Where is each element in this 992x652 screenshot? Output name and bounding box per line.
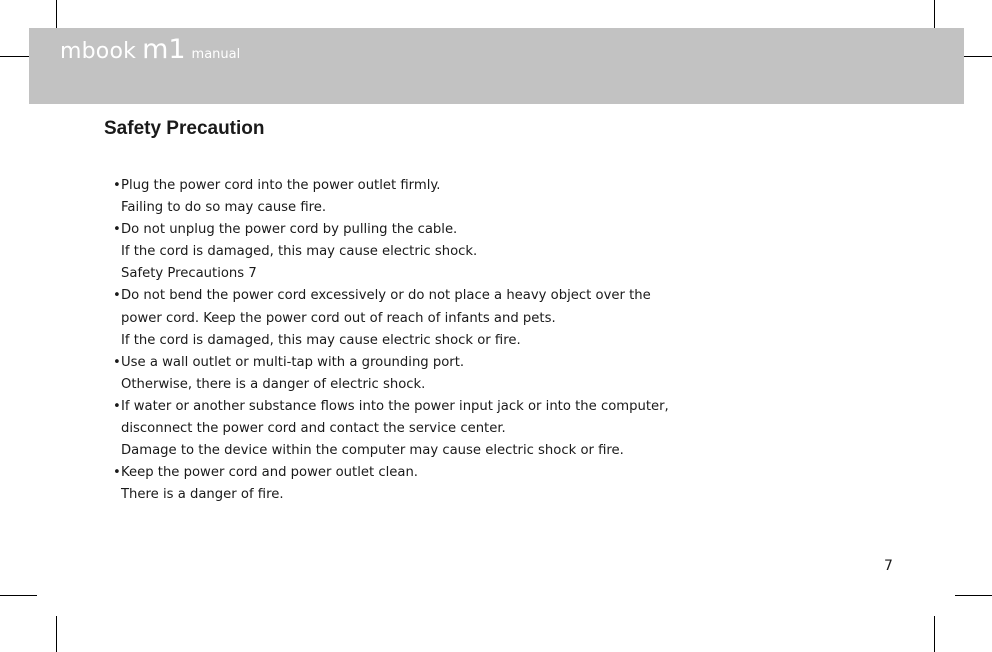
bullet-continuation xyxy=(113,418,673,440)
bullet-item xyxy=(113,219,673,241)
bullet-icon: • xyxy=(113,354,121,370)
bullet-continuation xyxy=(113,484,673,506)
bullet-icon: • xyxy=(113,222,121,238)
crop-mark-bottom-right-horizontal xyxy=(955,595,992,596)
crop-mark-bottom-left-horizontal xyxy=(0,595,37,596)
brand-model: m1 xyxy=(142,34,186,65)
bullet-continuation xyxy=(113,197,673,219)
line-text: Safety Precautions 7 xyxy=(121,266,257,282)
line-text: Otherwise, there is a danger of electric shock. xyxy=(121,376,426,392)
bullet-item xyxy=(113,175,673,197)
line-text: Use a wall outlet or multi-tap with a grounding port. xyxy=(121,354,465,370)
bullet-item xyxy=(113,462,673,484)
page-number: 7 xyxy=(884,558,893,574)
safety-content xyxy=(113,175,673,506)
bullet-continuation xyxy=(113,308,673,330)
crop-mark-bottom-right-vertical xyxy=(934,616,935,652)
page-title: Safety Precaution xyxy=(104,118,265,139)
line-text: Do not unplug the power cord by pulling the cable. xyxy=(121,222,458,238)
line-text: Plug the power cord into the power outlet firmly. xyxy=(121,178,441,193)
line-text: If the cord is damaged, this may cause electric shock or fire. xyxy=(121,332,521,348)
bullet-icon: • xyxy=(113,465,121,481)
line-text: If water or another substance flows into the power input jack or into the computer, xyxy=(121,398,669,414)
line-text: Do not bend the power cord excessively or do not place a heavy object over the xyxy=(121,288,651,304)
bullet-continuation xyxy=(113,330,673,352)
bullet-continuation xyxy=(113,440,673,462)
bullet-continuation xyxy=(113,374,673,396)
bullet-icon: • xyxy=(113,178,121,193)
line-text: Damage to the device within the computer may cause electric shock or fire. xyxy=(121,443,624,459)
bullet-continuation xyxy=(113,241,673,263)
line-text: Failing to do so may cause fire. xyxy=(121,200,327,216)
line-text: If the cord is damaged, this may cause electric shock. xyxy=(121,244,478,260)
line-text: Keep the power cord and power outlet clean. xyxy=(121,465,418,481)
bullet-continuation xyxy=(113,263,673,285)
crop-mark-bottom-left-vertical xyxy=(56,616,57,652)
line-text: disconnect the power cord and contact the service center. xyxy=(121,421,506,437)
bullet-item xyxy=(113,396,673,418)
bullet-icon: • xyxy=(113,288,121,304)
bullet-item xyxy=(113,352,673,374)
line-text: power cord. Keep the power cord out of reach of infants and pets. xyxy=(121,310,556,326)
brand-logo xyxy=(60,34,240,65)
line-text: There is a danger of fire. xyxy=(121,487,284,503)
bullet-icon: • xyxy=(113,398,121,414)
brand-main: mbook xyxy=(60,39,137,64)
brand-suffix: manual xyxy=(191,47,241,62)
bullet-item xyxy=(113,285,673,307)
